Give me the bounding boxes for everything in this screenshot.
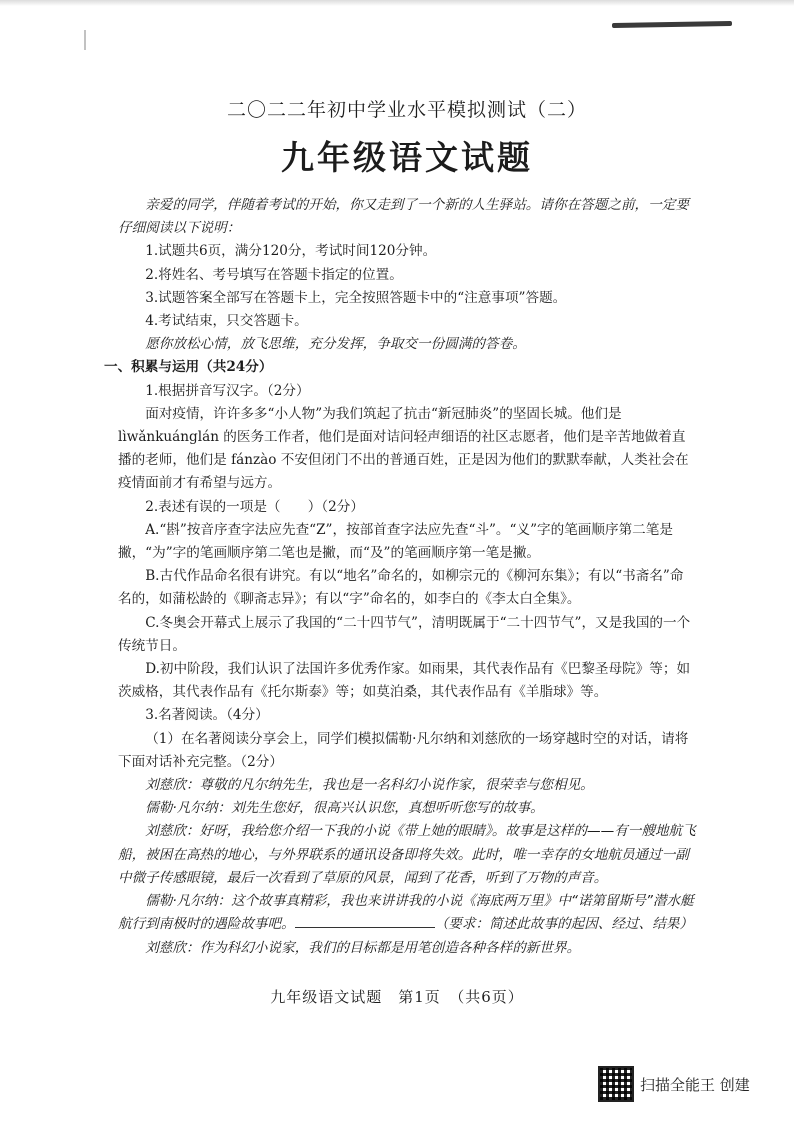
question-option: C.冬奥会开幕式上展示了我国的“二十四节气”，清明既属于“二十四节气”，又是我国的一个传统节日。 [118,614,691,654]
scan-artifact [612,21,732,28]
question-sub: （1）在名著阅读分享会上，同学们模拟儒勒·凡尔纳和刘慈欣的一场穿越时空的对话，请将下面对话补充完整。（2分） [118,730,689,770]
intro-greeting: 亲爱的同学，伴随着考试的开始，你又走到了一个新的人生驿站。请你在答题之前，一定要仔细阅读以下说明： [118,197,689,237]
intro-item: 1.试题共6页，满分120分，考试时间120分钟。 [145,243,437,260]
question-stem: 3.名著阅读。（4分） [145,707,269,724]
question-stem: 1.根据拼音写汉字。（2分） [145,382,310,399]
dialogue-line: 刘慈欣：好呀，我给您介绍一下我的小说《带上她的眼睛》。故事是这样的——有一艘地航飞船，被困在高热的地心，与外界联系的通讯设备即将失效。此时，唯一幸存的女地航员通过一副中微子传感眼镜，最后一次看到了草原的风景，闻到了花香，听到了万物的声音。 [118,823,696,886]
intro-item: 4.考试结束，只交答题卡。 [145,313,308,330]
page-footer: 九年级语文试题 第1页 （共6页） [270,988,524,1006]
question-option: B.古代作品命名很有讲究。有以“地名”命名的，如柳宗元的《柳河东集》；有以“书斋名”命名的，如蒲松龄的《聊斋志异》；有以“字”命名的，如李白的《李太白全集》。 [118,568,684,608]
question-stem: 2.表述有误的一项是（ ）（2分） [145,498,364,515]
exam-subtitle: 二〇二二年初中学业水平模拟测试（二） [226,99,587,121]
scan-edge [0,0,794,6]
question-option: A.“斟”按音序查字法应先查“Z”，按部首查字法应先查“斗”。“义”字的笔画顺序第二笔是撇，“为”字的笔画顺序第二笔也是撇，而“及”的笔画顺序第一笔是撇。 [118,521,673,562]
answer-requirement: （要求：简述此故事的起因、经过、结果） [434,916,693,933]
qr-code-icon [598,1066,634,1102]
exam-title: 九年级语文试题 [281,138,533,177]
scan-artifact [84,30,86,50]
intro-item: 3.试题答案全部写在答题卡上，完全按照答题卡中的“注意事项”答题。 [145,289,567,306]
scanner-watermark [598,1066,750,1102]
dialogue-line [118,890,696,936]
dialogue-line: 刘慈欣：作为科幻小说家，我们的目标都是用笔创造各种各样的新世界。 [145,939,581,956]
exam-page [104,96,696,960]
intro-wish: 愿你放松心情，放飞思维，充分发挥，争取交一份圆满的答卷。 [145,336,526,353]
question-option: D.初中阶段，我们认识了法国许多优秀作家。如雨果，其代表作品有《巴黎圣母院》等；如茨威格，其代表作品有《托尔斯泰》等；如莫泊桑，其代表作品有《羊脂球》等。 [118,661,691,701]
dialogue-line: 儒勒·凡尔纳：刘先生您好，很高兴认识您，真想听听您写的故事。 [145,800,544,817]
answer-blank [295,913,435,928]
verne-line: 儒勒·凡尔纳：这个故事真精彩，我也来讲讲我的小说《海底两万里》中“诺第留斯号”潜水艇航行到南极时的遇险故事吧。 [118,893,694,933]
section-heading: 一、积累与运用（共24分） [104,359,273,376]
dialogue-line: 刘慈欣：尊敬的凡尔纳先生，我也是一名科幻小说作家，很荣幸与您相见。 [145,777,594,794]
intro-item: 2.将姓名、考号填写在答题卡指定的位置。 [145,266,403,283]
watermark-text: 扫描全能王 创建 [640,1075,750,1094]
question-text: 面对疫情，许许多多“小人物”为我们筑起了抗击“新冠肺炎”的坚固长城。他们是 lìwǎnkuánglán 的医务工作者，他们是面对诘问轻声细语的社区志愿者，他们是辛苦地做着直播的老师，他们是 fánzào 不安但闭门不出的普通百姓，正是因为他们的默默奉献，人类社会在疫情面前才有希望与远方。 [118,405,689,492]
